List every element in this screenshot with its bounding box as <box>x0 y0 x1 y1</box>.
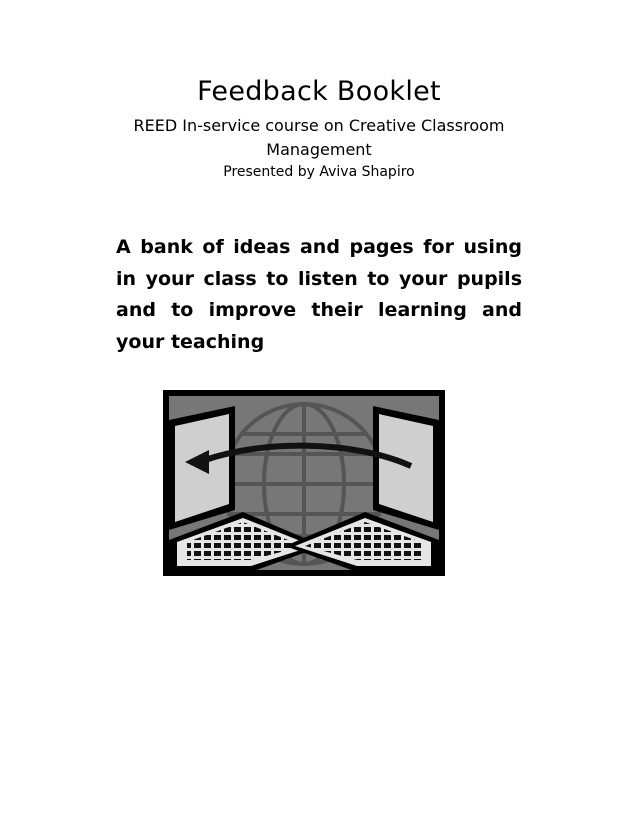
page-title: Feedback Booklet <box>197 76 441 107</box>
presenter-line: Presented by Aviva Shapiro <box>223 164 415 180</box>
course-subtitle: REED In-service course on Creative Classroom Management <box>133 116 505 159</box>
networked-computers-globe-icon <box>163 390 445 576</box>
intro-paragraph: A bank of ideas and pages for using in your class to listen to your pupils and to improve their learning and your teaching <box>116 236 522 353</box>
